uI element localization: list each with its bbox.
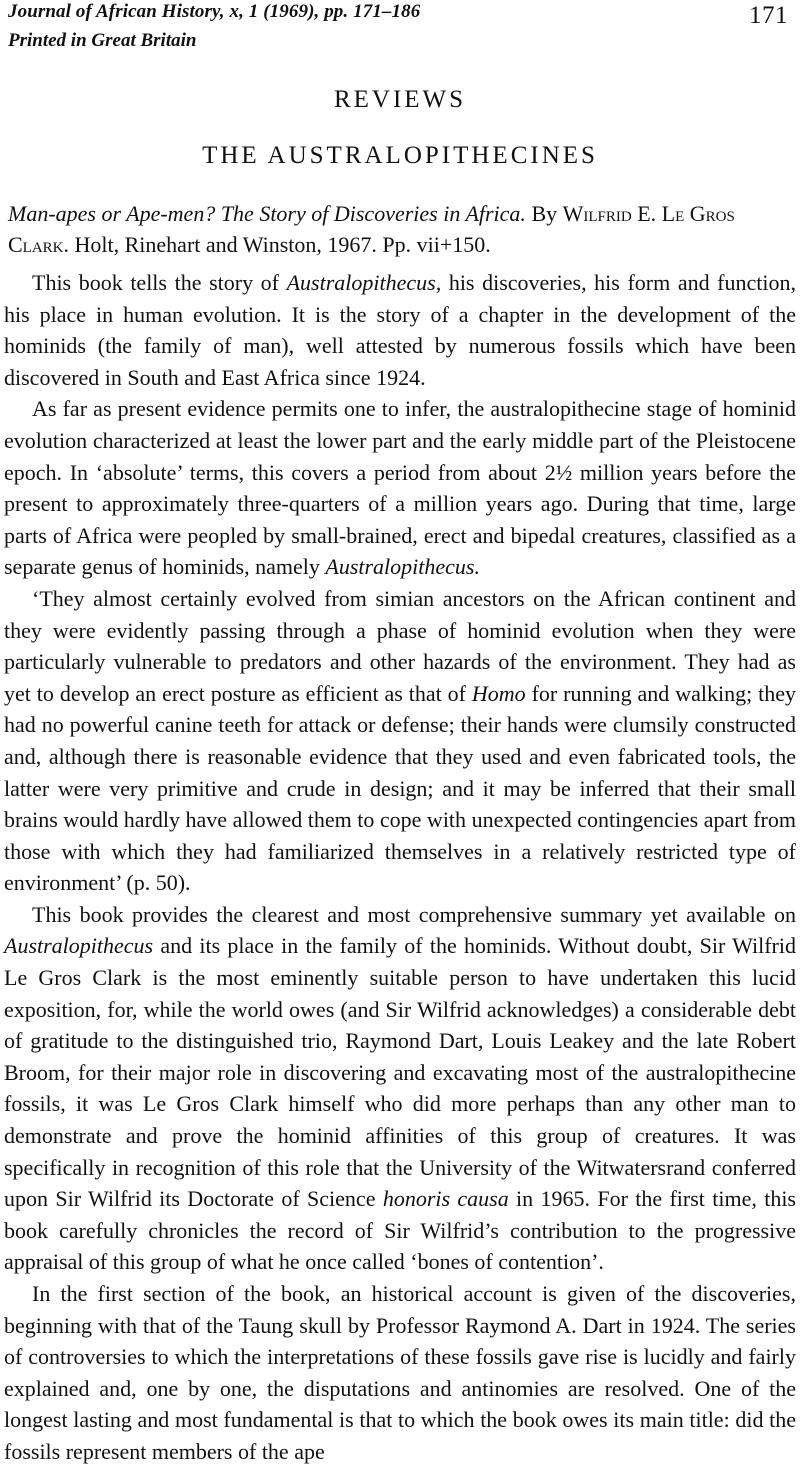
paragraph — [4, 1278, 796, 1468]
paragraph-text: This book tells the story of — [32, 270, 287, 295]
review-body — [4, 267, 796, 1468]
paragraph-text: ‘They almost certainly evolved from simian ancestors on the African continent and they were evidently passing through a phase of hominid evolution when they were particularly vulnerable to predators and other hazards of the environment. They had as yet to develop an erect posture as efficient as that of — [4, 585, 796, 706]
paragraph-text: for running and walking; they had no powerful canine teeth for attack or defense; their hands were clumsily constructed and, although there is reasonable evidence that they used and even fabricated tools, the latter were very primitive and crude in design; and it may be inferred that their small brains would hardly have allowed them to cope with unexpected contingencies apart from those with which they had familiarized themselves in a relatively restricted type of environment’ (p. 50). — [4, 680, 796, 896]
journal-citation-line — [8, 1, 420, 23]
paragraph-text: in 1965. For the first time, this book carefully chronicles the record of Sir Wilfrid’s contribution to the progressive appraisal of this group of what he once called ‘bones of contention’. — [4, 1186, 796, 1275]
paragraph — [4, 267, 796, 393]
paragraph — [4, 583, 796, 899]
paragraph-text: In the first section of the book, an historical account is given of the discoveries, beginning with that of the Taung skull by Professor Raymond A. Dart in 1924. The series of controversies to which the interpretations of these fossils gave rise is lucidly and fairly explained and, one by one, the disputations and antinomies are resolved. One of the longest lasting and most fundamental is that to which the book owes its main title: did the fossils represent members of the ape — [4, 1281, 796, 1464]
paragraph — [4, 393, 796, 583]
printed-in-line: Printed in Great Britain — [8, 30, 197, 51]
paragraph — [4, 899, 796, 1278]
article-title: THE AUSTRALOPITHECINES — [202, 142, 598, 169]
paragraph-text: his discoveries, his form and function, his place in human evolution. It is the story of a chapter in the development of the hominids (the family of man), well attested by numerous fossils which have been discovered in South and East Africa since 1924. — [4, 270, 796, 390]
journal-details: x, 1 (1969), pp. 171–186 — [224, 1, 421, 22]
citation-by: By — [525, 201, 563, 226]
citation-publisher: . Holt, Rinehart and Winston, 1967. Pp. vii+150. — [63, 232, 491, 257]
paragraph-italic-text: Australopithecus, — [286, 270, 442, 295]
book-title: Man-apes or Ape-men? The Story of Discoveries in Africa. — [8, 201, 526, 226]
paragraph-italic-text: Australopithecus — [4, 933, 154, 959]
page-number: 171 — [749, 2, 788, 29]
paragraph-italic-text: Homo — [471, 680, 526, 706]
paragraph-text: and its place in the family of the hominids. Without doubt, Sir Wilfrid Le Gros Clark is the most eminently suitable person to have undertaken this lucid exposition, for, while the world owes (and Sir Wilfrid acknowledges) a considerable debt of gratitude to the distinguished trio, Raymond Dart, Louis Leakey and the late Robert Broom, for their major role in discovering and excavating most of the australopithecine fossils, it was Le Gros Clark himself who did more perhaps than any other man to demonstrate and prove the hominid affinities of this group of creatures. It was specifically in recognition of this role that the University of the Witwatersrand conferred upon Sir Wilfrid its Doctorate of Science — [4, 933, 796, 1212]
journal-name: Journal of African History, — [8, 1, 225, 22]
page-header — [4, 0, 794, 60]
book-citation — [8, 198, 792, 260]
paragraph-italic-text: honoris causa — [382, 1186, 509, 1212]
paragraph-italic-text: Australopithecus. — [325, 554, 480, 580]
section-title: REVIEWS — [333, 86, 467, 113]
book-author: Wilfrid E. Le Gros Clark — [8, 201, 735, 257]
paragraph-text: As far as present evidence permits one to infer, the australopithecine stage of hominid evolution characterized at least the lower part and the early middle part of the Pleistocene epoch. In ‘absolute’ terms, this covers a period from about 2½ million years before the present to approximately three-quarters of a million years ago. During that time, large parts of Africa were peopled by small-brained, erect and bipedal creatures, classified as a separate genus of hominids, namely — [4, 396, 796, 580]
paragraph-text: This book provides the clearest and most comprehensive summary yet available on — [32, 901, 796, 927]
